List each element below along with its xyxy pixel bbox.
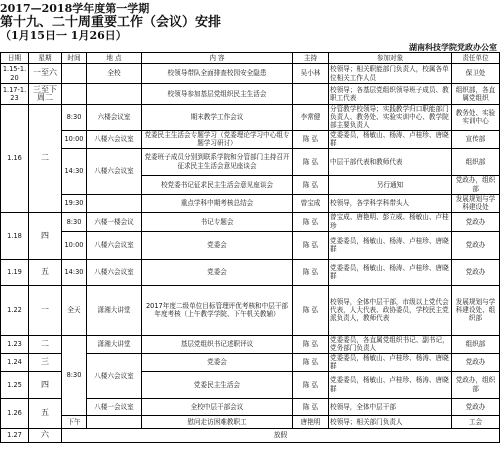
attendees-cell: 校领导，全体中层干部，市级以上党代会代表，人大代表、政协委员，学校民主党派负责人，教师代表 xyxy=(329,285,452,335)
table-row xyxy=(1,212,500,231)
weekday-cell: 三至下周二 xyxy=(29,84,62,105)
place-cell: 八楼六会议室 xyxy=(87,148,142,194)
content-cell: 书记专题会 xyxy=(142,212,293,231)
unit-cell: 发展规划与学科建设处 xyxy=(452,194,500,212)
table-row xyxy=(1,335,500,353)
unit-cell: 组织部，各直属党组织 xyxy=(452,84,500,105)
host-cell: 陈 弘 xyxy=(293,175,329,194)
date-cell: 1.15-1.20 xyxy=(1,64,29,84)
content-cell: 基层党组织书记述职评议 xyxy=(142,335,293,353)
unit-cell: 工会 xyxy=(452,415,500,428)
col-header-content: 内 容 xyxy=(142,53,293,64)
attendees-cell: 党委委员，杨敏山、杨涛、卢桂珍、唐晓群 xyxy=(329,130,452,148)
table-row xyxy=(1,148,500,175)
place-cell: 潇湘大讲堂 xyxy=(87,335,142,353)
place-cell xyxy=(87,194,142,212)
place-cell xyxy=(87,84,142,105)
host-cell: 陈 弘 xyxy=(293,148,329,175)
unit-cell: 党政办 xyxy=(452,353,500,371)
attendees-cell: 党委委员，杨敏山、杨涛、卢桂珍、唐晓群 xyxy=(329,231,452,259)
table-row xyxy=(1,130,500,148)
unit-cell: 教务处、实验实训中心 xyxy=(452,105,500,131)
time-cell: 19:30 xyxy=(62,194,87,212)
unit-cell: 党政办 xyxy=(452,398,500,415)
attendees-cell: 校领导；各基层党组织领导班子成员、教职工代表 xyxy=(329,84,452,105)
col-header-host: 主持 xyxy=(293,53,329,64)
date-cell: 1.27 xyxy=(1,428,29,442)
content-cell: 校领导带队全面排查校园安全隐患 xyxy=(142,64,293,84)
date-cell: 1.18 xyxy=(1,212,29,259)
time-cell: 14:30 xyxy=(62,259,87,285)
host-cell: 陈 弘 xyxy=(293,353,329,371)
schedule-table xyxy=(0,52,500,443)
table-row xyxy=(1,259,500,285)
attendees-cell: 校领导，各学科学科带头人 xyxy=(329,194,452,212)
place-cell: 八楼六会议室 xyxy=(87,130,142,148)
weekday-cell: 四 xyxy=(29,212,62,259)
content-cell: 党委会 xyxy=(142,231,293,259)
time-cell: 10:00 xyxy=(62,130,87,148)
content-cell: 2017年度二级单位目标管理评优考核和中层干部年度考核（上午教学学院、下午机关教辅） xyxy=(142,285,293,335)
content-cell: 重点学科中期考核总结会 xyxy=(142,194,293,212)
date-cell: 1.24 xyxy=(1,353,29,371)
table-row xyxy=(1,231,500,259)
weekday-cell: 四 xyxy=(29,371,62,398)
attendees-cell: 中层干部代表和教师代表 xyxy=(329,148,452,175)
holiday-cell: 放假 xyxy=(62,428,500,442)
table-row xyxy=(1,194,500,212)
unit-cell: 党政办，组织部 xyxy=(452,371,500,398)
attendees-cell: 党委委员，杨敏山、卢桂珍、杨涛、唐晓群 xyxy=(329,353,452,371)
host-cell: 李常健 xyxy=(293,105,329,131)
time-cell xyxy=(62,84,87,105)
host-cell: 唐艳明 xyxy=(293,415,329,428)
place-cell xyxy=(87,415,142,428)
content-cell: 期末教学工作会议 xyxy=(142,105,293,131)
content-cell: 慰问走访困难教职工 xyxy=(142,415,293,428)
time-cell xyxy=(62,64,87,84)
table-row xyxy=(1,428,500,442)
time-cell: 14:30 xyxy=(62,148,87,194)
host-cell: 陈 弘 xyxy=(293,259,329,285)
content-cell: 全校中层干部会议 xyxy=(142,398,293,415)
weekday-cell: 二 xyxy=(29,105,62,213)
place-cell: 六楼会议室 xyxy=(87,105,142,131)
place-cell: 八楼一会议室 xyxy=(87,398,142,415)
table-row xyxy=(1,285,500,335)
place-cell: 全校 xyxy=(87,64,142,84)
place-cell: 八楼六会议室 xyxy=(87,259,142,285)
place-cell: 潇湘大讲堂 xyxy=(87,285,142,335)
attendees-cell: 校领导，全体中层干部 xyxy=(329,398,452,415)
attendees-cell: 分管教学校领导；实践教学归口职能部门负责人、教务处、实验实训中心、教学院部主要负责人 xyxy=(329,105,452,131)
time-cell: 下午 xyxy=(62,415,87,428)
date-cell: 1.16 xyxy=(1,105,29,213)
time-cell: 8:30 xyxy=(62,335,87,415)
date-cell: 1.23 xyxy=(1,335,29,353)
date-cell: 1.26 xyxy=(1,398,29,428)
content-cell: 校领导参加基层党组织民主生活会 xyxy=(142,84,293,105)
page-title: 第十九、二十周重要工作（会议）安排 xyxy=(0,15,222,30)
col-header-unit: 责任单位 xyxy=(452,53,500,64)
content-cell: 党委会 xyxy=(142,353,293,371)
host-cell: 陈 弘 xyxy=(293,231,329,259)
unit-cell: 党政办，组织部 xyxy=(452,175,500,194)
attendees-cell: 校领导；相关职能部门负责人，校属各单位相关工作人员 xyxy=(329,64,452,84)
unit-cell: 组织部 xyxy=(452,148,500,175)
time-cell: 全天 xyxy=(62,285,87,335)
header-term: 2017—2018学年度第一学期 xyxy=(0,2,150,15)
table-header-row xyxy=(1,53,500,64)
attendees-cell: 党委委员，杨敏山、杨涛、卢桂珍、唐晓群 xyxy=(329,259,452,285)
unit-cell: 党政办 xyxy=(452,212,500,231)
weekday-cell: 一 xyxy=(29,285,62,335)
time-cell: 8:30 xyxy=(62,105,87,131)
host-cell: 陈 弘 xyxy=(293,212,329,231)
table-row xyxy=(1,415,500,428)
host-cell: 陈 弘 xyxy=(293,398,329,415)
col-header-place: 地 点 xyxy=(87,53,142,64)
col-header-time: 时间 xyxy=(62,53,87,64)
weekday-cell: 二 xyxy=(29,335,62,353)
weekday-cell: 六 xyxy=(29,428,62,442)
attendees-cell: 党委委员，杨敏山、卢桂珍、杨涛、唐晓群 xyxy=(329,371,452,398)
attendees-cell: 党委委员，各直属党组织书记、副书记，党务部门负责人 xyxy=(329,335,452,353)
unit-cell: 组织部 xyxy=(452,335,500,353)
place-cell: 八楼六会议室 xyxy=(87,353,142,398)
date-cell: 1.17-1.23 xyxy=(1,84,29,105)
host-cell xyxy=(293,84,329,105)
unit-cell: 宣传部 xyxy=(452,130,500,148)
time-cell: 8:30 xyxy=(62,212,87,231)
content-cell: 党委会 xyxy=(142,259,293,285)
header-date-range: （1月15日一 1月26日） xyxy=(0,29,127,42)
weekday-cell: 三 xyxy=(29,353,62,371)
content-cell: 党委班子成员分别到联系学院和分管部门主持召开征求民主生活会意见座谈会 xyxy=(142,148,293,175)
content-cell: 党委民主生活会专题学习（党委理论学习中心组专题学习研讨） xyxy=(142,130,293,148)
unit-cell: 保卫处 xyxy=(452,64,500,84)
col-header-date: 日期 xyxy=(1,53,29,64)
date-cell: 1.25 xyxy=(1,371,29,398)
date-cell: 1.19 xyxy=(1,259,29,285)
unit-cell: 党政办 xyxy=(452,259,500,285)
content-cell: 党委民主生活会 xyxy=(142,371,293,398)
place-cell: 六楼一楼会议 xyxy=(87,212,142,231)
attendees-cell: 另行通知 xyxy=(329,175,452,194)
issuing-office: 湖南科技学院党政办公室 xyxy=(409,43,497,52)
table-row xyxy=(1,64,500,84)
unit-cell: 党政办 xyxy=(452,231,500,259)
place-cell: 八楼六会议室 xyxy=(87,231,142,259)
host-cell: 陈 弘 xyxy=(293,371,329,398)
host-cell: 曾宝成 xyxy=(293,194,329,212)
host-cell: 陈 弘 xyxy=(293,285,329,335)
table-row xyxy=(1,105,500,131)
host-cell: 陈 弘 xyxy=(293,130,329,148)
col-header-weekday: 星期 xyxy=(29,53,62,64)
content-cell: 校党委书记征求民主生活会意见座谈会 xyxy=(142,175,293,194)
attendees-cell: 校领导；相关部门负责人 xyxy=(329,415,452,428)
weekday-cell: 五 xyxy=(29,259,62,285)
time-cell: 10:00 xyxy=(62,231,87,259)
col-header-attendees: 参加对象 xyxy=(329,53,452,64)
weekday-cell: 五 xyxy=(29,398,62,428)
unit-cell: 发展规划与学科建设处、组织部 xyxy=(452,285,500,335)
date-cell: 1.22 xyxy=(1,285,29,335)
host-cell: 吴小林 xyxy=(293,64,329,84)
host-cell: 陈 弘 xyxy=(293,335,329,353)
attendees-cell: 曾宝成、唐艳明、彭立威、杨敏山、卢桂珍 xyxy=(329,212,452,231)
table-row xyxy=(1,84,500,105)
weekday-cell: 一至六 xyxy=(29,64,62,84)
